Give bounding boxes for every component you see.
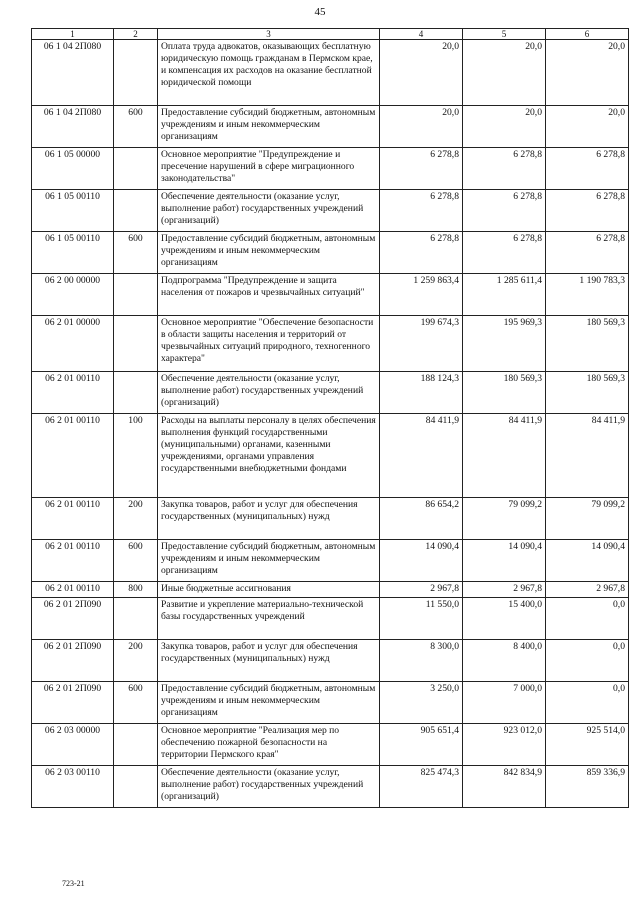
cell-target-code: 06 2 03 00110: [32, 766, 114, 808]
cell-name: Обеспечение деятельности (оказание услуг, выполнение работ) государственных учреждений (организаций): [158, 372, 380, 414]
cell-amount-5: 180 569,3: [463, 372, 546, 414]
cell-name: Обеспечение деятельности (оказание услуг, выполнение работ) государственных учреждений (организаций): [158, 190, 380, 232]
cell-amount-4: 6 278,8: [380, 232, 463, 274]
cell-amount-6: 859 336,9: [546, 766, 629, 808]
cell-amount-6: 2 967,8: [546, 582, 629, 598]
table-row: [32, 540, 629, 582]
cell-expense-type: [114, 40, 158, 106]
cell-amount-6: 0,0: [546, 598, 629, 640]
cell-amount-6: 6 278,8: [546, 148, 629, 190]
cell-target-code: 06 1 05 00110: [32, 190, 114, 232]
page-number: 45: [314, 6, 326, 18]
table-row: [32, 232, 629, 274]
cell-amount-4: 6 278,8: [380, 148, 463, 190]
cell-amount-5: 6 278,8: [463, 148, 546, 190]
cell-amount-5: 15 400,0: [463, 598, 546, 640]
cell-expense-type: 100: [114, 414, 158, 498]
cell-expense-type: [114, 766, 158, 808]
cell-amount-4: 905 651,4: [380, 724, 463, 766]
cell-amount-5: 14 090,4: [463, 540, 546, 582]
cell-name: Основное мероприятие "Обеспечение безопасности в области защиты населения и территорий от чрезвычайных ситуаций природного, техногенного характера": [158, 316, 380, 372]
column-header-amount-6: 6: [546, 29, 629, 40]
cell-amount-6: 14 090,4: [546, 540, 629, 582]
cell-name: Основное мероприятие "Предупреждение и пресечение нарушений в сфере миграционного законодательства": [158, 148, 380, 190]
cell-amount-5: 923 012,0: [463, 724, 546, 766]
cell-amount-5: 1 285 611,4: [463, 274, 546, 316]
cell-name: Закупка товаров, работ и услуг для обеспечения государственных (муниципальных) нужд: [158, 498, 380, 540]
cell-target-code: 06 1 04 2П080: [32, 40, 114, 106]
cell-amount-5: 842 834,9: [463, 766, 546, 808]
cell-name: Закупка товаров, работ и услуг для обеспечения государственных (муниципальных) нужд: [158, 640, 380, 682]
cell-amount-6: 84 411,9: [546, 414, 629, 498]
cell-amount-5: 20,0: [463, 40, 546, 106]
cell-target-code: 06 2 01 2П090: [32, 598, 114, 640]
cell-amount-4: 825 474,3: [380, 766, 463, 808]
cell-expense-type: [114, 724, 158, 766]
cell-expense-type: [114, 190, 158, 232]
cell-expense-type: [114, 598, 158, 640]
table-row: [32, 148, 629, 190]
cell-name: Иные бюджетные ассигнования: [158, 582, 380, 598]
cell-amount-4: 199 674,3: [380, 316, 463, 372]
table-row: [32, 40, 629, 106]
table-row: [32, 724, 629, 766]
table-row: [32, 274, 629, 316]
cell-expense-type: 600: [114, 682, 158, 724]
table-row: [32, 372, 629, 414]
cell-amount-4: 84 411,9: [380, 414, 463, 498]
cell-amount-5: 20,0: [463, 106, 546, 148]
cell-name: Подпрограмма "Предупреждение и защита населения от пожаров и чрезвычайных ситуаций": [158, 274, 380, 316]
cell-amount-4: 188 124,3: [380, 372, 463, 414]
cell-expense-type: 200: [114, 498, 158, 540]
cell-amount-4: 20,0: [380, 106, 463, 148]
cell-amount-6: 1 190 783,3: [546, 274, 629, 316]
cell-amount-4: 8 300,0: [380, 640, 463, 682]
table-row: [32, 106, 629, 148]
cell-amount-4: 3 250,0: [380, 682, 463, 724]
cell-expense-type: [114, 148, 158, 190]
cell-amount-5: 195 969,3: [463, 316, 546, 372]
cell-target-code: 06 2 00 00000: [32, 274, 114, 316]
budget-table: [31, 28, 629, 808]
table-row: [32, 766, 629, 808]
cell-name: Основное мероприятие "Реализация мер по обеспечению пожарной безопасности на территории Пермского края": [158, 724, 380, 766]
cell-target-code: 06 2 01 2П090: [32, 682, 114, 724]
cell-target-code: 06 2 01 00110: [32, 582, 114, 598]
column-header-amount-5: 5: [463, 29, 546, 40]
table-row: [32, 640, 629, 682]
cell-amount-5: 7 000,0: [463, 682, 546, 724]
cell-expense-type: [114, 274, 158, 316]
cell-amount-6: 925 514,0: [546, 724, 629, 766]
cell-target-code: 06 2 01 00110: [32, 540, 114, 582]
cell-amount-6: 79 099,2: [546, 498, 629, 540]
cell-amount-4: 86 654,2: [380, 498, 463, 540]
cell-name: Расходы на выплаты персоналу в целях обеспечения выполнения функций государственными (муниципальными) органами, казенными учреждениями, органами управления государственными внебюджетными фондами: [158, 414, 380, 498]
cell-amount-6: 6 278,8: [546, 232, 629, 274]
table-body: [32, 40, 629, 808]
cell-amount-4: 11 550,0: [380, 598, 463, 640]
cell-expense-type: [114, 316, 158, 372]
cell-target-code: 06 2 01 00000: [32, 316, 114, 372]
table-row: [32, 582, 629, 598]
cell-amount-6: 6 278,8: [546, 190, 629, 232]
cell-name: Развитие и укрепление материально-технической базы государственных учреждений: [158, 598, 380, 640]
cell-amount-4: 14 090,4: [380, 540, 463, 582]
table-row: [32, 316, 629, 372]
cell-amount-4: 20,0: [380, 40, 463, 106]
cell-amount-4: 2 967,8: [380, 582, 463, 598]
cell-expense-type: 200: [114, 640, 158, 682]
table-row: [32, 414, 629, 498]
cell-amount-5: 8 400,0: [463, 640, 546, 682]
cell-amount-5: 2 967,8: [463, 582, 546, 598]
cell-name: Предоставление субсидий бюджетным, автономным учреждениям и иным некоммерческим организациям: [158, 232, 380, 274]
cell-expense-type: [114, 372, 158, 414]
cell-target-code: 06 2 01 2П090: [32, 640, 114, 682]
cell-amount-5: 79 099,2: [463, 498, 546, 540]
cell-amount-6: 20,0: [546, 106, 629, 148]
cell-name: Обеспечение деятельности (оказание услуг, выполнение работ) государственных учреждений (организаций): [158, 766, 380, 808]
cell-target-code: 06 2 01 00110: [32, 498, 114, 540]
cell-expense-type: 600: [114, 106, 158, 148]
column-header-code: 1: [32, 29, 114, 40]
cell-expense-type: 600: [114, 540, 158, 582]
column-header-name: 3: [158, 29, 380, 40]
cell-name: Оплата труда адвокатов, оказывающих бесплатную юридическую помощь гражданам в Пермском крае, и компенсация их расходов на оказание бесплатной юридической помощи: [158, 40, 380, 106]
cell-target-code: 06 2 03 00000: [32, 724, 114, 766]
cell-expense-type: 800: [114, 582, 158, 598]
cell-target-code: 06 1 04 2П080: [32, 106, 114, 148]
footer-code: 723-21: [62, 879, 85, 888]
table-row: [32, 682, 629, 724]
table-row: [32, 498, 629, 540]
table-header-row: [32, 29, 629, 40]
cell-target-code: 06 1 05 00000: [32, 148, 114, 190]
cell-amount-4: 1 259 863,4: [380, 274, 463, 316]
cell-target-code: 06 2 01 00110: [32, 372, 114, 414]
cell-amount-5: 6 278,8: [463, 232, 546, 274]
column-header-amount-4: 4: [380, 29, 463, 40]
cell-amount-6: 180 569,3: [546, 372, 629, 414]
cell-name: Предоставление субсидий бюджетным, автономным учреждениям и иным некоммерческим организациям: [158, 106, 380, 148]
cell-target-code: 06 1 05 00110: [32, 232, 114, 274]
cell-amount-5: 6 278,8: [463, 190, 546, 232]
column-header-expense-type: 2: [114, 29, 158, 40]
cell-name: Предоставление субсидий бюджетным, автономным учреждениям и иным некоммерческим организациям: [158, 540, 380, 582]
cell-amount-5: 84 411,9: [463, 414, 546, 498]
table-row: [32, 190, 629, 232]
cell-target-code: 06 2 01 00110: [32, 414, 114, 498]
cell-amount-6: 180 569,3: [546, 316, 629, 372]
cell-expense-type: 600: [114, 232, 158, 274]
cell-name: Предоставление субсидий бюджетным, автономным учреждениям и иным некоммерческим организациям: [158, 682, 380, 724]
cell-amount-6: 20,0: [546, 40, 629, 106]
table-row: [32, 598, 629, 640]
cell-amount-6: 0,0: [546, 682, 629, 724]
cell-amount-4: 6 278,8: [380, 190, 463, 232]
cell-amount-6: 0,0: [546, 640, 629, 682]
